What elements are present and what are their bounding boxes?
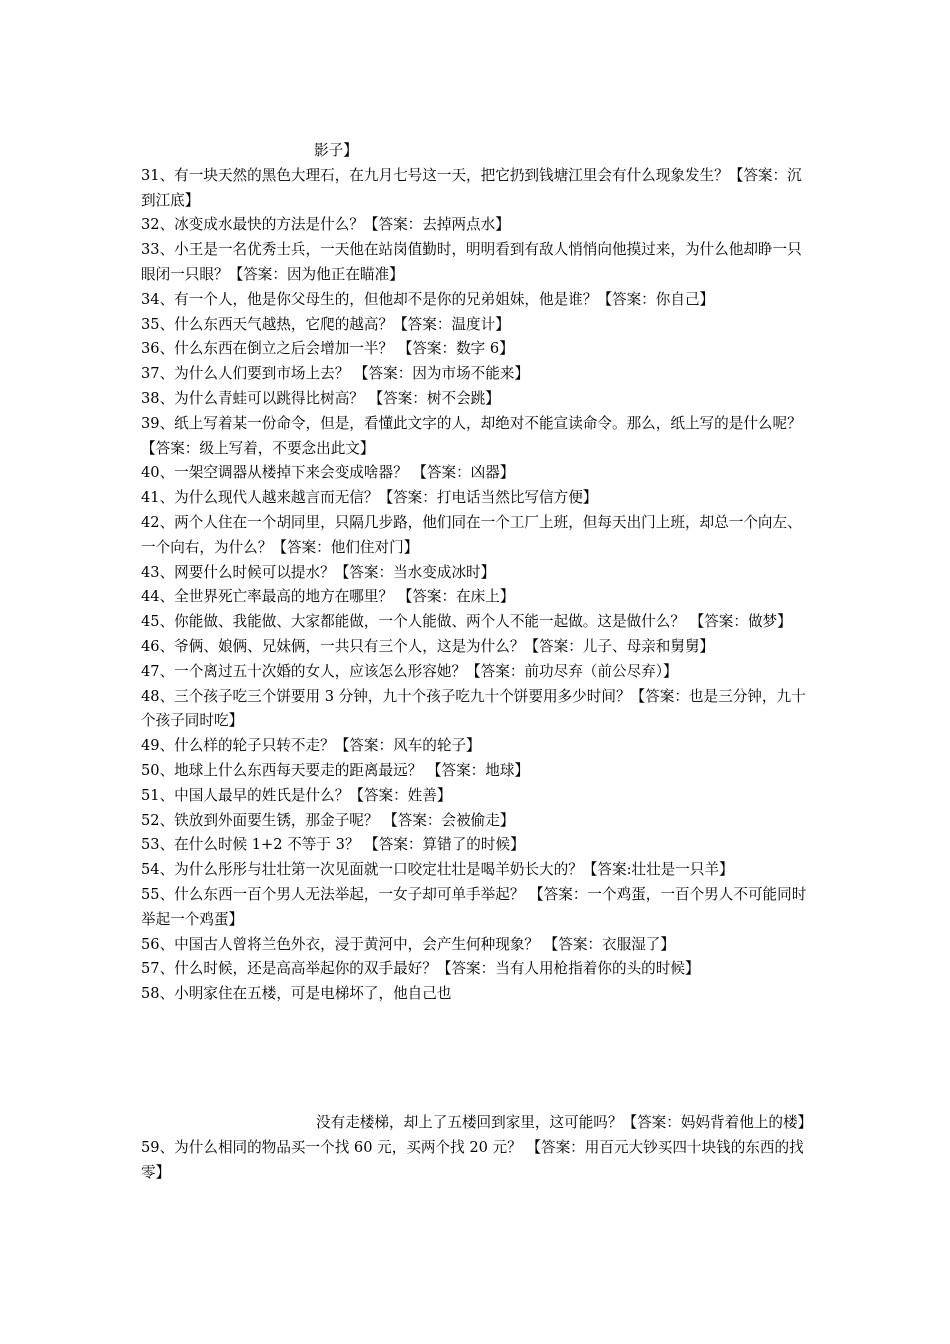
fragment-top: 影子】 [314,142,358,159]
riddle-item: 57、什么时候，还是高高举起你的双手最好？【答案：当有人用枪指着你的头的时候】 [141,960,700,978]
riddle-item: 45、你能做、我能做、大家都能做，一个人能做、两个人不能一起做。这是做什么？ 【答案：做梦】 [141,613,792,631]
riddle-item: 50、地球上什么东西每天要走的距离最远？ 【答案：地球】 [141,761,530,779]
riddle-item: 36、什么东西在倒立之后会增加一半？ 【答案：数字 6】 [141,340,514,358]
riddle-item: 53、在什么时候 1+2 不等于 3？ 【答案：算错了的时候】 [141,836,525,854]
riddle-item: 44、全世界死亡率最高的地方在哪里？ 【答案：在床上】 [141,588,515,606]
riddle-list-bottom [141,1136,813,1186]
riddle-item: 59、为什么相同的物品买一个找 60 元，买两个找 20 元？ 【答案：用百元大钞买四十块钱的东西的找零】 [141,1138,804,1181]
riddle-item: 38、为什么青蛙可以跳得比树高？ 【答案：树不会跳】 [141,389,500,407]
riddle-item: 48、三个孩子吃三个饼要用 3 分钟，九十个孩子吃九十个饼要用多少时间？【答案：也是三分钟，九十个孩子同时吃】 [141,687,806,730]
riddle-item: 39、纸上写着某一份命令，但是，看懂此文字的人，却绝对不能宣读命令。那么，纸上写的是什么呢？ 【答案：级上写着，不要念出此文】 [141,414,802,457]
riddle-item: 43、网要什么时候可以提水？【答案：当水变成冰时】 [141,563,496,581]
riddle-item: 47、一个离过五十次婚的女人，应该怎么形容她？【答案：前功尽弃（前公尽弃）】 [141,662,678,680]
riddle-list [141,164,813,1007]
text-block-bottom [141,1111,813,1185]
riddle-item: 32、冰变成水最快的方法是什么？【答案：去掉两点水】 [141,216,510,234]
riddle-item: 41、为什么现代人越来越言而无信？【答案：打电话当然比写信方便】 [141,489,598,507]
riddle-item: 55、什么东西一百个男人无法举起，一女子却可单手举起？ 【答案：一个鸡蛋，一百个男人不可能同时举起一个鸡蛋】 [141,885,807,928]
riddle-item: 34、有一个人，他是你父母生的，但他却不是你的兄弟姐妹，他是谁？【答案：你自己】 [141,290,715,308]
riddle-item: 42、两个人住在一个胡同里，只隔几步路，他们同在一个工厂上班，但每天出门上班，却总一个向左、一个向右，为什么？【答案：他们住对门】 [141,513,802,556]
riddle-item: 35、什么东西天气越热，它爬的越高？【答案：温度计】 [141,315,510,333]
fragment-bottom: 没有走楼梯，却上了五楼回到家里，这可能吗？【答案：妈妈背着他上的楼】 [316,1114,813,1131]
riddle-item: 49、什么样的轮子只转不走？【答案：风车的轮子】 [141,737,481,755]
riddle-item: 58、小明家住在五楼，可是电梯坏了，他自己也 [141,985,452,1003]
riddle-item: 56、中国古人曾将兰色外衣，浸于黄河中，会产生何种现象？ 【答案：衣服湿了】 [141,935,675,953]
riddle-item: 51、中国人最早的姓氏是什么？【答案：姓善】 [141,786,452,804]
riddle-item: 37、为什么人们要到市场上去？ 【答案：因为市场不能来】 [141,365,530,383]
riddle-item: 40、一架空调器从楼掉下来会变成啥器？ 【答案：凶器】 [141,464,515,482]
riddle-item: 54、为什么彤彤与壮壮第一次见面就一口咬定壮壮是喝羊奶长大的？【答案:壮壮是一只羊】 [141,861,734,879]
riddle-item: 46、爷俩、娘俩、兄妹俩，一共只有三个人，这是为什么？【答案：儿子、母亲和舅舅】 [141,637,715,655]
text-block-top [141,139,813,1007]
riddle-item: 33、小王是一名优秀士兵，一天他在站岗值勤时，明明看到有敌人悄悄向他摸过来，为什么他却睁一只眼闭一只眼？【答案：因为他正在瞄准】 [141,241,802,283]
riddle-item: 52、铁放到外面要生锈，那金子呢？ 【答案：会被偷走】 [141,811,515,829]
riddle-item: 31、有一块天然的黑色大理石，在九月七号这一天，把它扔到钱塘江里会有什么现象发生？【答案：沉到江底】 [141,166,802,209]
